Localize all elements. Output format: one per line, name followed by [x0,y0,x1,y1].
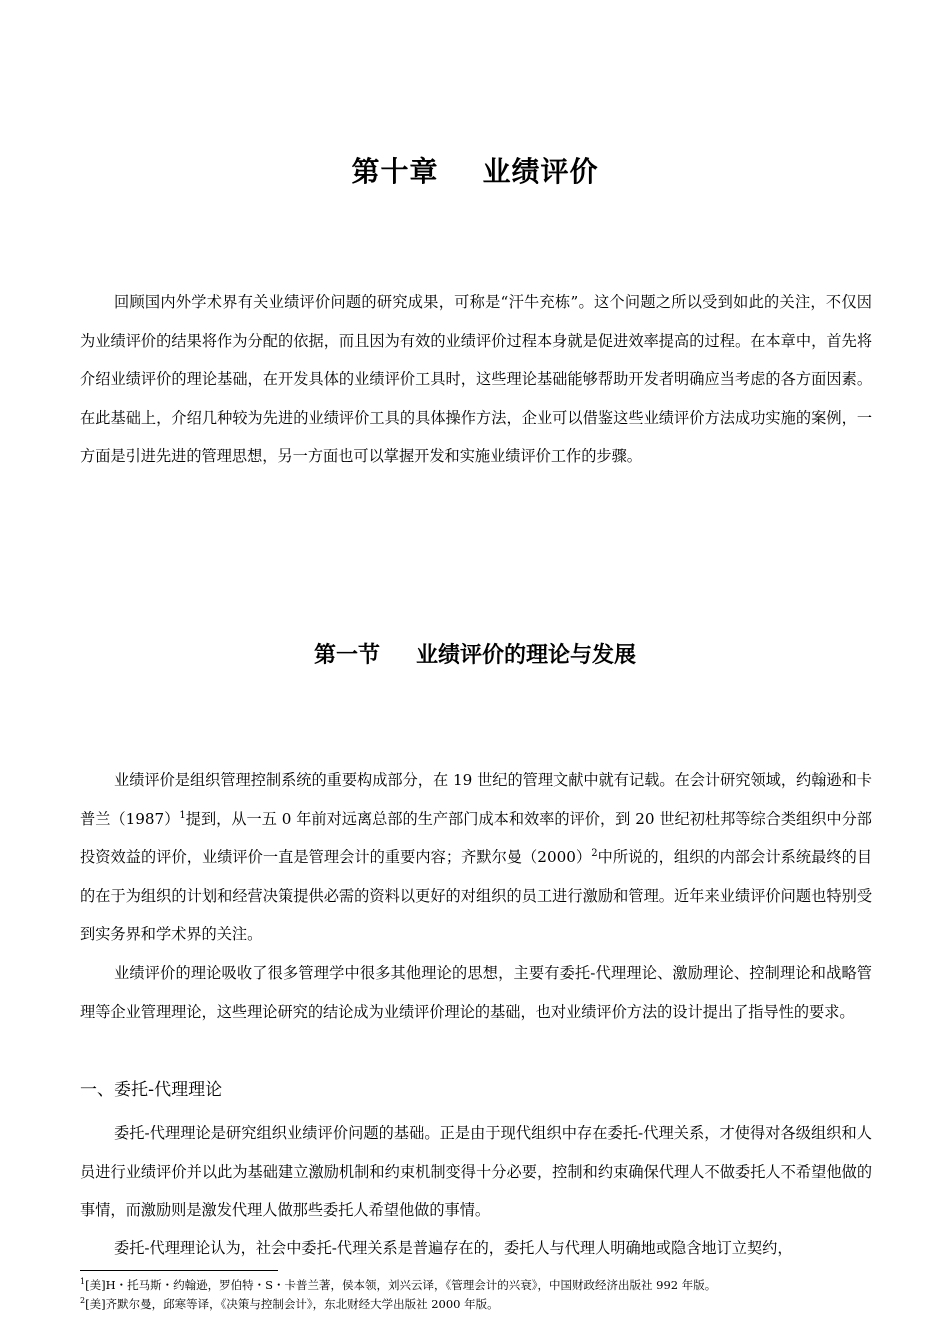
footnote-ref-2: 2 [591,847,598,859]
section-number: 第一节 [313,643,380,668]
subheading: 一、委托-代理理论 [80,1080,223,1100]
body-paragraph-2: 业绩评价的理论吸收了很多管理学中很多其他理论的思想，主要有委托-代理理论、激励理论、控制理论和战略管理等企业管理理论，这些理论研究的结论成为业绩评价理论的基础，也对业绩评价方法的设计提出了指导性的要求。 [80,964,872,1021]
footnote-2 [80,1295,900,1313]
chapter-number: 第十章 [351,155,439,188]
body-paragraph-3: 委托-代理理论是研究组织业绩评价问题的基础。正是由于现代组织中存在委托-代理关系，才使得对各级组织和人员进行业绩评价并以此为基础建立激励机制和约束机制变得十分必要，控制和约束确保代理人不做委托人不希望他做的事情，而激励则是激发代理人做那些委托人希望他做的事情。 [80,1124,872,1219]
footnote-mark: 2 [80,1296,86,1306]
footnote-divider [80,1270,278,1271]
section-name: 业绩评价的理论与发展 [416,643,637,668]
footnote-text: [美]齐默尔曼，邱寒等译，《决策与控制会计》，东北财经大学出版社 2000 年版。 [85,1297,499,1311]
chapter-title [0,150,950,190]
body-paragraph-1 [80,761,872,954]
chapter-name: 业绩评价 [482,155,599,188]
intro-paragraph: 回顾国内外学术界有关业绩评价问题的研究成果，可称是“汗牛充栋”。这个问题之所以受到如此的关注，不仅因为业绩评价的结果将作为分配的依据，而且因为有效的业绩评价过程本身就是促进效率提高的过程。在本章中，首先将介绍业绩评价的理论基础，在开发具体的业绩评价工具时，这些理论基础能够帮助开发者明确应当考虑的各方面因素。在此基础上，介绍几种较为先进的业绩评价工具的具体操作方法，企业可以借鉴这些业绩评价方法成功实施的案例，一方面是引进先进的管理思想，另一方面也可以掌握开发和实施业绩评价工作的步骤。 [80,293,872,465]
section-title [0,638,950,669]
footnote-text: [美]H・托马斯・约翰逊，罗伯特・S・卡普兰著，侯本领，刘兴云译，《管理会计的兴衰》，中国财政经济出版社 992 年版。 [85,1278,717,1292]
paragraph-text: 业绩评价是组织管理控制系统的重要构成部分，在 19 世纪的管理文献中就有记载。在会计研究领域，约翰逊和卡普兰（1987） [80,771,872,828]
paragraph-text: 提到，从一五 0 年前对远离总部的生产部门成本和效率的评价，到 20 世纪初杜邦等综合类组织中分部投资效益的评价，业绩评价一直是管理会计的重要内容；齐默尔曼（2000） [80,809,872,866]
footnote-1 [80,1276,900,1294]
footnote-mark: 1 [80,1277,86,1287]
footnote-ref-1: 1 [179,809,186,821]
body-paragraph-4: 委托-代理理论认为，社会中委托-代理关系是普遍存在的，委托人与代理人明确地或隐含地订立契约， [114,1239,793,1257]
paragraph-text: 中所说的，组织的内部会计系统最终的目的在于为组织的计划和经营决策提供必需的资料以更好的对组织的员工进行激励和管理。近年来业绩评价问题也特别受到实务界和学术界的关注。 [80,848,873,943]
